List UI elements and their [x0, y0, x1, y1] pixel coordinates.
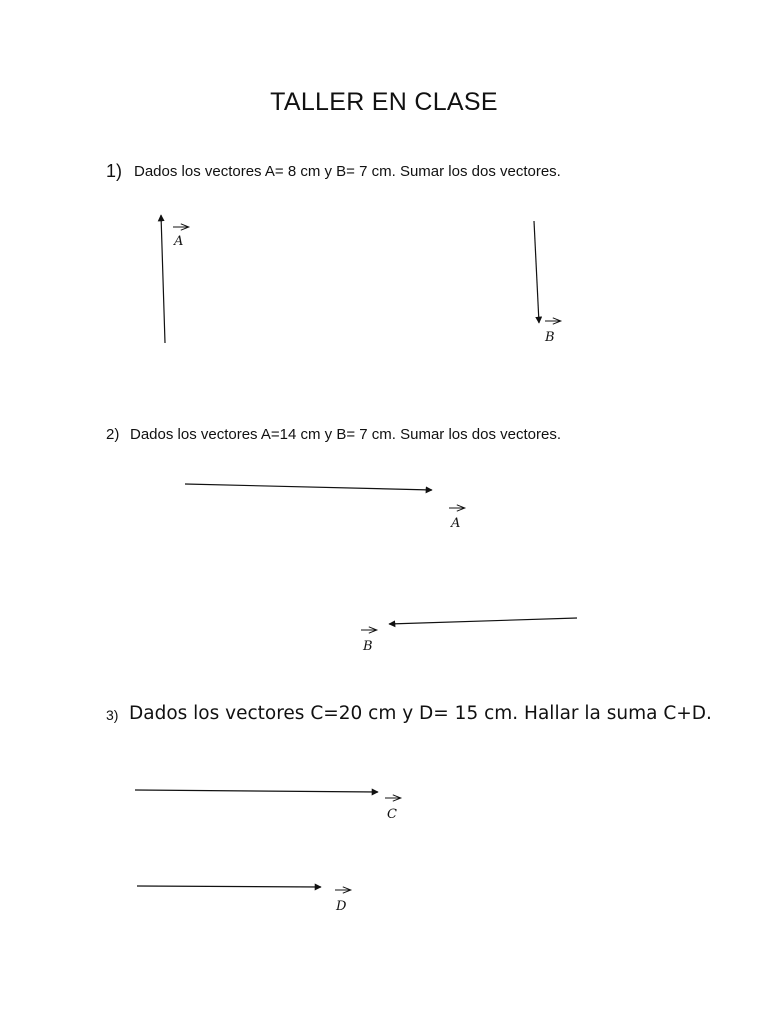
vector-c-arrow-q3 [135, 790, 378, 792]
page-title: TALLER EN CLASE [270, 88, 498, 116]
question-3-text: Dados los vectores C=20 cm y D= 15 cm. Hallar la suma C+D. [129, 703, 712, 724]
vector-b-label-q1: B [545, 330, 555, 345]
question-1-text: Dados los vectores A= 8 cm y B= 7 cm. Sumar los dos vectores. [134, 163, 561, 180]
vector-a-label-q1: A [174, 234, 184, 249]
vector-a-arrow-q1 [161, 215, 165, 343]
question-2-number: 2) [106, 426, 120, 443]
vector-c-label-q3: C [387, 807, 397, 822]
question-1-number: 1) [106, 161, 123, 181]
vector-b-arrow-q2 [389, 618, 577, 624]
vector-d-arrow-q3 [137, 886, 321, 887]
vector-a-arrow-q2 [185, 484, 432, 490]
question-3-number: 3) [106, 707, 119, 723]
question-2-text: Dados los vectores A=14 cm y B= 7 cm. Sumar los dos vectores. [130, 426, 562, 443]
vector-b-label-q2: B [363, 639, 373, 654]
vector-a-label-q2: A [451, 516, 461, 531]
vector-b-arrow-q1 [534, 221, 539, 323]
vector-d-label-q3: D [336, 899, 347, 914]
